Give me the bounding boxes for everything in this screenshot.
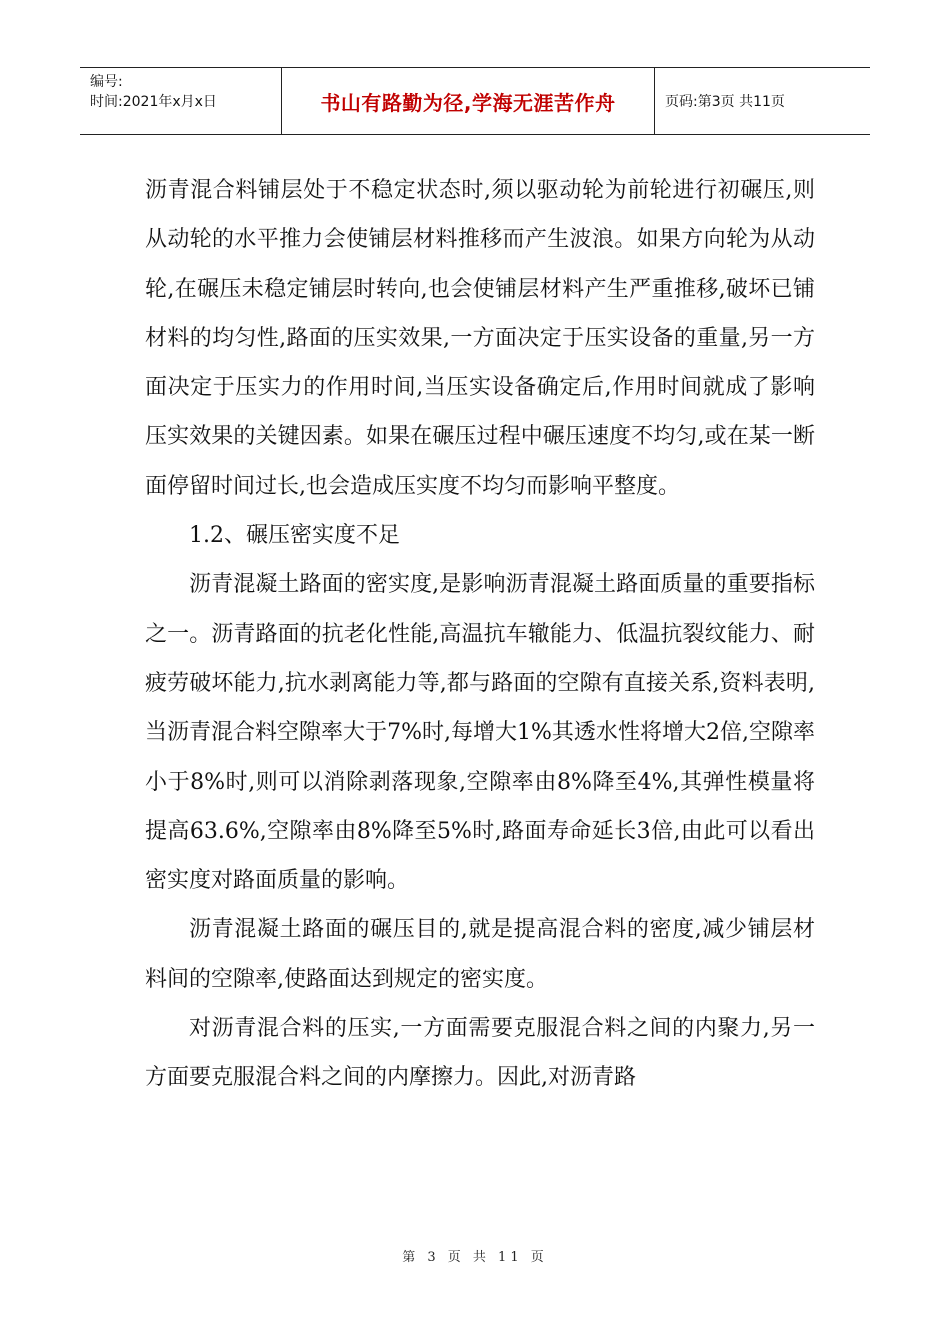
header-page-cell: [655, 68, 870, 134]
header-page-info: 页码:第3页 共11页: [665, 94, 785, 110]
header-meta-cell: [80, 68, 282, 134]
document-time-label: 时间:2021年x月x日: [90, 94, 217, 110]
section-heading-1-2: 1.2、碾压密实度不足: [189, 523, 400, 549]
header-motto: 书山有路勤为径,学海无涯苦作舟: [320, 90, 616, 115]
header-motto-cell: [282, 68, 655, 134]
document-body: [145, 166, 815, 1103]
document-number-label: 编号:: [90, 74, 123, 90]
body-paragraph-1: 沥青混合料铺层处于不稳定状态时,须以驱动轮为前轮进行初碾压,则从动轮的水平推力会使铺层材料推移而产生波浪。如果方向轮为从动轮,在碾压未稳定铺层时转向,也会使铺层材料产生严重推移,破坏已铺材料的均匀性,路面的压实效果,一方面决定于压实设备的重量,另一方面决定于压实力的作用时间,当压实设备确定后,作用时间就成了影响压实效果的关键因素。如果在碾压过程中碾压速度不均匀,或在某一断面停留时间过长,也会造成压实度不均匀而影响平整度。: [145, 178, 815, 499]
body-paragraph-4: 对沥青混合料的压实,一方面需要克服混合料之间的内聚力,另一方面要克服混合料之间的内摩擦力。因此,对沥青路: [145, 1016, 815, 1091]
body-paragraph-3: 沥青混凝土路面的碾压目的,就是提高混合料的密度,减少铺层材料间的空隙率,使路面达到规定的密实度。: [145, 917, 815, 992]
body-paragraph-2: 沥青混凝土路面的密实度,是影响沥青混凝土路面质量的重要指标之一。沥青路面的抗老化性能,高温抗车辙能力、低温抗裂纹能力、耐疲劳破坏能力,抗水剥离能力等,都与路面的空隙有直接关系,资料表明,当沥青混合料空隙率大于7%时,每增大1%其透水性将增大2倍,空隙率小于8%时,则可以消除剥落现象,空隙率由8%降至4%,其弹性模量将提高63.6%,空隙率由8%降至5%时,路面寿命延长3倍,由此可以看出密实度对路面质量的影响。: [145, 572, 815, 894]
page-footer: 第 3 页 共 11 页: [402, 1250, 548, 1265]
page-header: [80, 67, 870, 135]
